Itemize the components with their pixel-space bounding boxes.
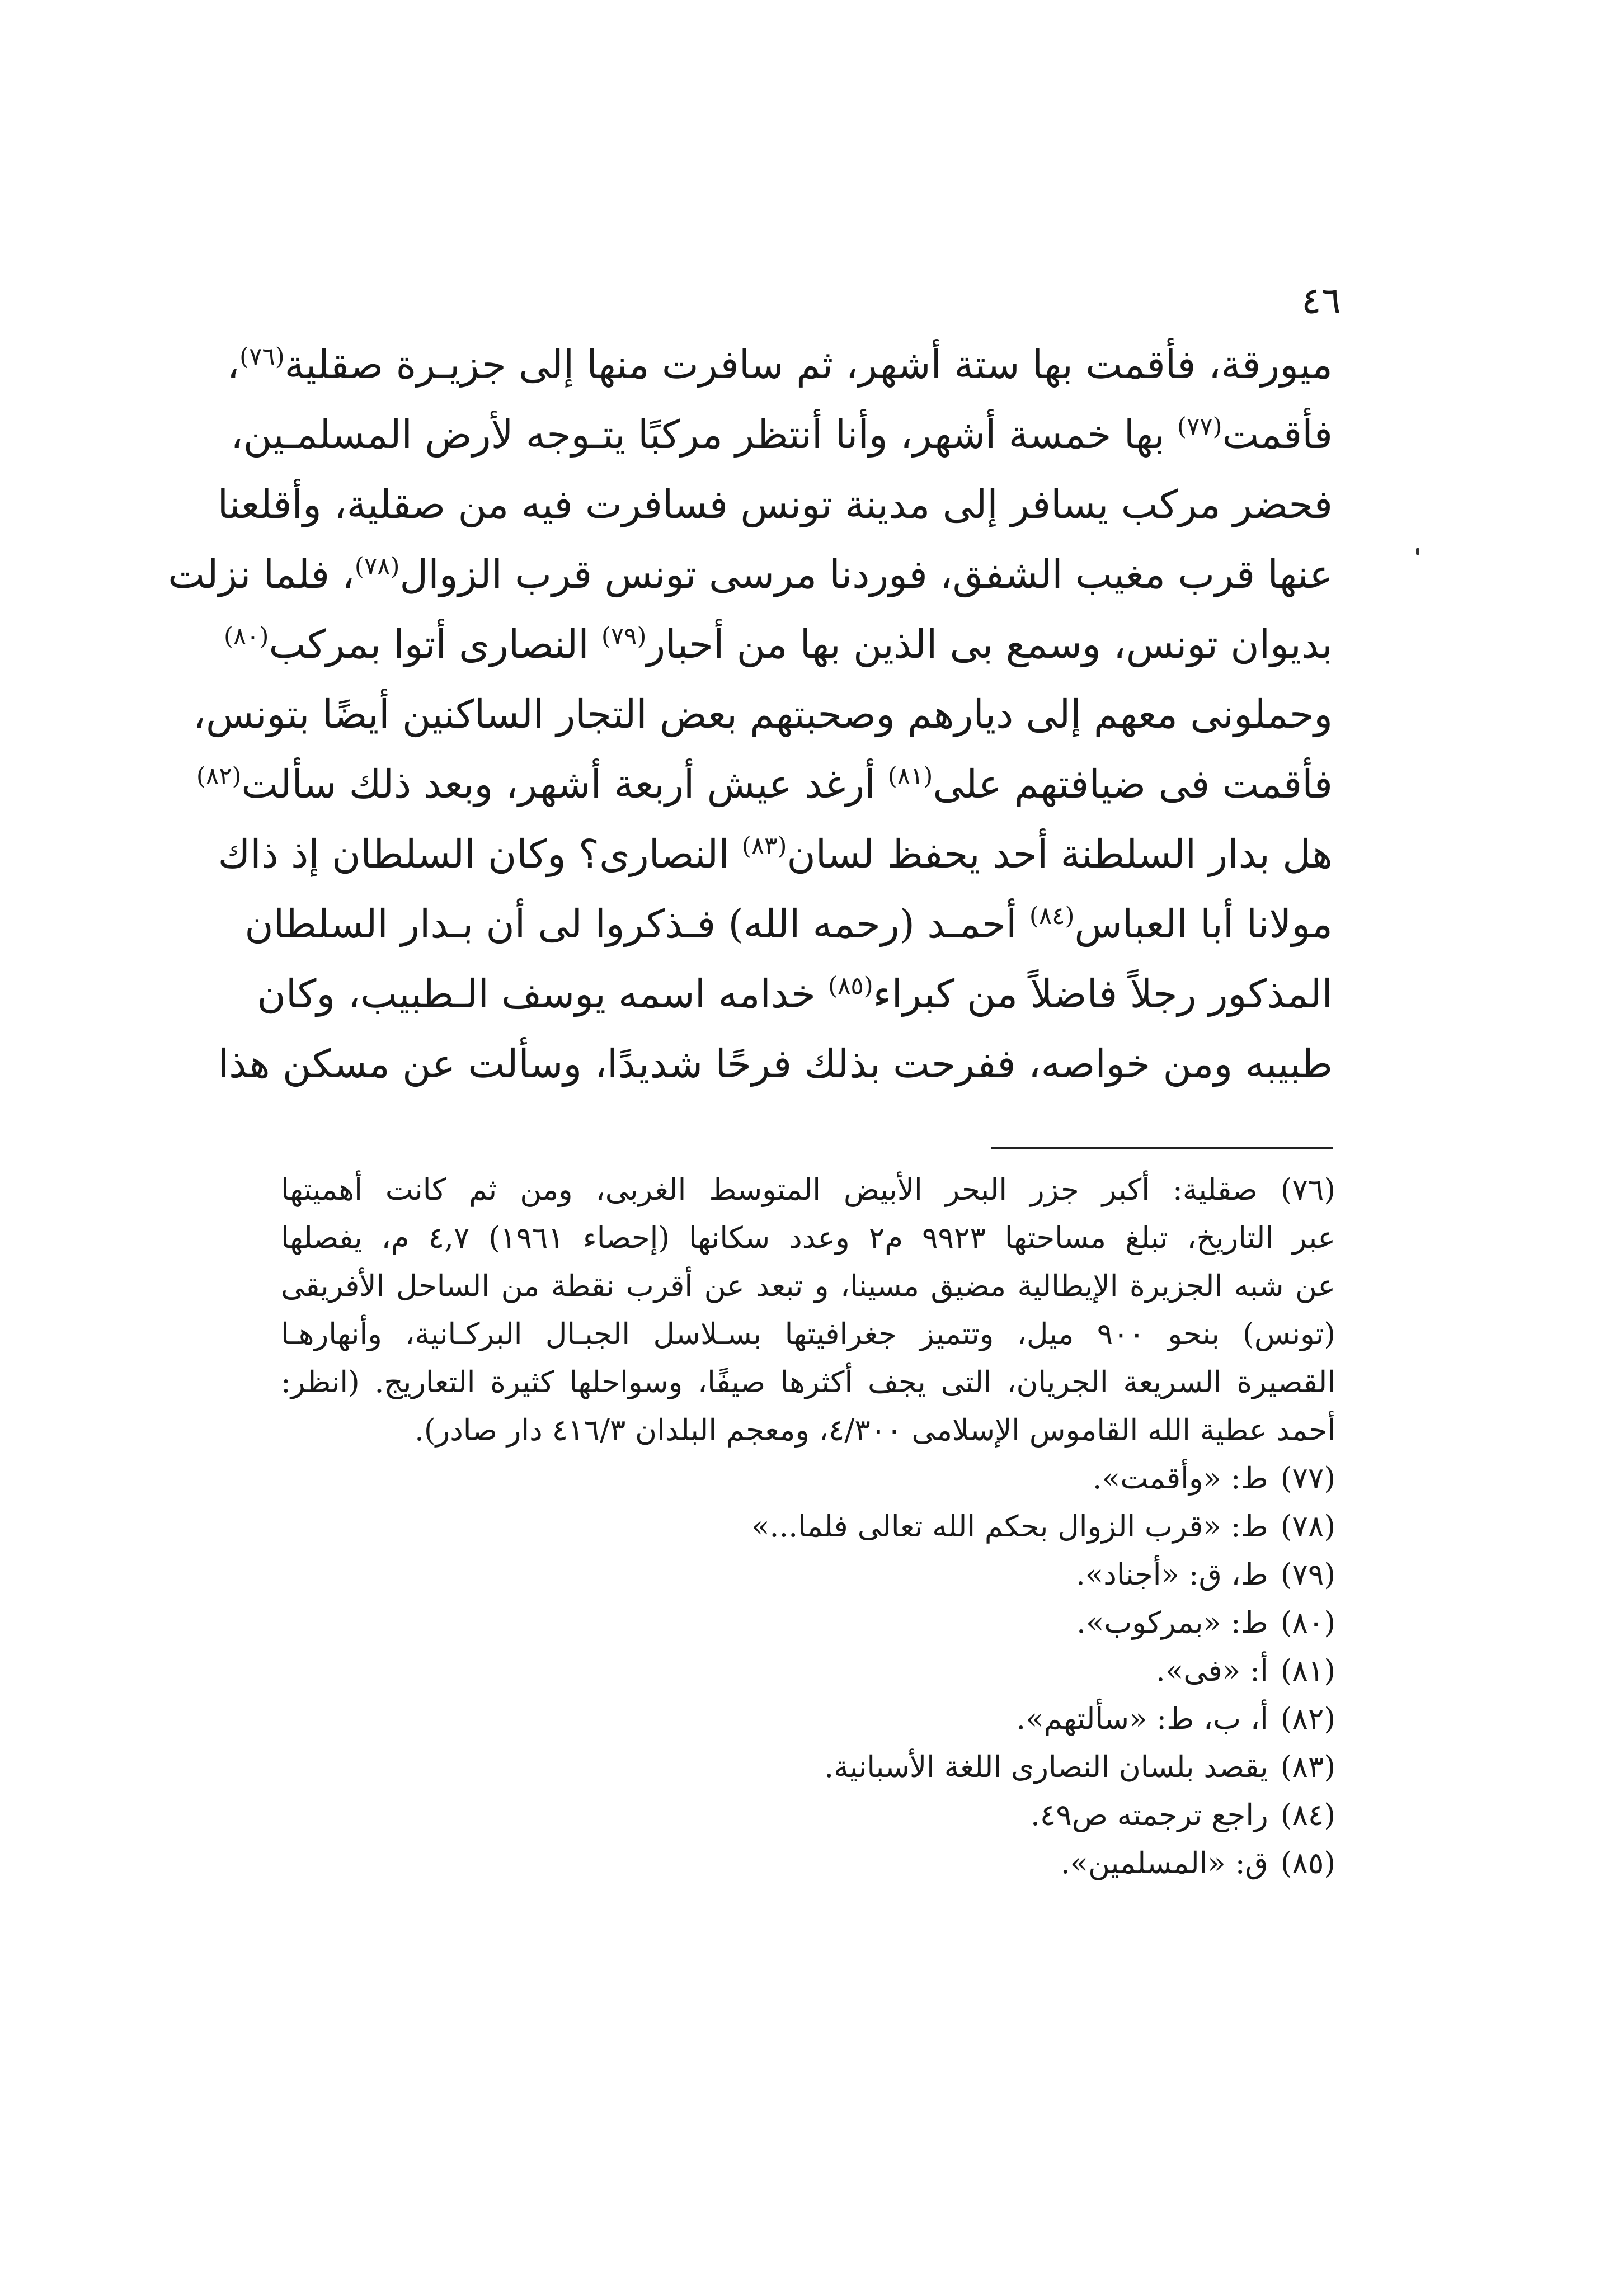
footnote-text: ط: «قرب الزوال بحكم الله تعالى فلما...» bbox=[751, 1510, 1268, 1544]
text-segment: المذكور رجلاً فاضلاً من كبراء bbox=[873, 971, 1333, 1017]
footnote-text: ط: «بمركوب». bbox=[1076, 1606, 1268, 1640]
footnote-84 bbox=[281, 1791, 1335, 1840]
footnote-text: ط: «وأقمت». bbox=[1092, 1461, 1268, 1496]
footnote-line: (تونس) بنحو ٩٠٠ ميل، وتتميز جغرافيتها بسـلاسل الجبـال البركـانية، وأنهارهـا bbox=[281, 1317, 1335, 1351]
footnotes bbox=[281, 1166, 1335, 1888]
footnote-ref[interactable]: (٧٨) bbox=[354, 553, 400, 581]
footnote-85 bbox=[281, 1840, 1335, 1888]
text-line bbox=[223, 610, 1333, 680]
footnote-ref[interactable]: (٨٣) bbox=[741, 832, 787, 861]
footnote-number: (٨٣) bbox=[1280, 1750, 1335, 1784]
text-segment: بها خمسة أشهر، وأنا أنتظر مركبًا يتـوجه لأرض المسلمـين، bbox=[231, 412, 1178, 458]
footnote-text: أ، ب، ط: «سألتهم». bbox=[1016, 1702, 1268, 1736]
footnote-83 bbox=[281, 1743, 1335, 1791]
text-segment: ، bbox=[227, 342, 240, 388]
footnote-number: (٧٩) bbox=[1280, 1558, 1335, 1592]
footnote-ref[interactable]: (٧٩) bbox=[601, 623, 647, 651]
footnote-ref[interactable]: (٨٥) bbox=[828, 972, 873, 1001]
text-line bbox=[218, 1029, 1333, 1099]
text-segment: فأقمت فى ضيافتهم على bbox=[933, 761, 1333, 807]
footnote-79 bbox=[281, 1551, 1335, 1599]
footnote-76 bbox=[281, 1166, 1335, 1455]
footnote-number: (٧٨) bbox=[1280, 1510, 1335, 1544]
text-line bbox=[196, 749, 1333, 819]
footnote-text: يقصد بلسان النصارى اللغة الأسبانية. bbox=[824, 1750, 1268, 1784]
footnote-78 bbox=[281, 1503, 1335, 1551]
text-segment: النصارى أتوا بمركب bbox=[269, 621, 601, 667]
text-segment: أرغد عيش أربعة أشهر، وبعد ذلك سألت bbox=[241, 761, 888, 807]
text-segment: فحضر مركب يسافر إلى مدينة تونس فسافرت فيه من صقلية، وأقلعنا bbox=[217, 482, 1333, 527]
text-segment: طبيبه ومن خواصه، ففرحت بذلك فرحًا شديدًا، وسألت عن مسكن هذا bbox=[218, 1041, 1333, 1087]
footnote-line: القصيرة السريعة الجريان، التى يجف أكثرها صيفًا، وسواحلها كثيرة التعاريج. (انظر: bbox=[281, 1365, 1335, 1399]
footnote-82 bbox=[281, 1695, 1335, 1743]
footnote-number: (٨١) bbox=[1280, 1654, 1335, 1688]
text-segment: خدامه اسمه يوسف الـطبيب، وكان bbox=[257, 971, 829, 1017]
text-line bbox=[227, 330, 1333, 400]
main-text bbox=[168, 330, 1333, 1099]
text-segment: ، فلما نزلت bbox=[168, 551, 355, 597]
footnote-80 bbox=[281, 1599, 1335, 1647]
text-segment: مولانا أبا العباس bbox=[1074, 901, 1333, 947]
footnote-ref[interactable]: (٨٠) bbox=[223, 623, 269, 651]
footnote-number: (٨٠) bbox=[1280, 1606, 1335, 1640]
footnote-77 bbox=[281, 1455, 1335, 1503]
text-line bbox=[193, 680, 1333, 749]
text-segment: فأقمت bbox=[1222, 412, 1333, 458]
text-segment: عنها قرب مغيب الشفق، فوردنا مرسى تونس قرب الزوال bbox=[399, 551, 1333, 597]
text-line bbox=[218, 819, 1333, 889]
text-segment: هل بدار السلطنة أحد يحفظ لسان bbox=[787, 831, 1333, 877]
footnote-line: عبر التاريخ، تبلغ مساحتها ٩٩٢٣ م٢ وعدد سكانها (إحصاء ١٩٦١) ٤,٧ م، يفصلها bbox=[281, 1221, 1335, 1255]
text-segment: ميورقة، فأقمت بها ستة أشهر، ثم سافرت منها إلى جزيـرة صقلية bbox=[284, 342, 1333, 388]
footnote-ref[interactable]: (٨١) bbox=[887, 762, 933, 791]
text-line bbox=[257, 959, 1333, 1029]
footnote-text: راجع ترجمته ص٤٩. bbox=[1031, 1798, 1268, 1832]
text-segment: النصارى؟ وكان السلطان إذ ذاك bbox=[218, 831, 742, 877]
page-number: ٤٦ bbox=[1301, 279, 1341, 322]
text-segment: وحملونى معهم إلى ديارهم وصحبتهم بعض التجار الساكنين أيضًا بتونس، bbox=[193, 691, 1333, 737]
margin-mark bbox=[1416, 548, 1419, 555]
footnote-line: (٧٦) صقلية: أكبر جزر البحر الأبيض المتوسط الغربى، ومن ثم كانت أهميتها bbox=[281, 1173, 1335, 1207]
text-segment: بديوان تونس، وسمع بى الذين بها من أحبار bbox=[646, 621, 1333, 667]
footnote-ref[interactable]: (٧٦) bbox=[239, 343, 285, 371]
footnote-text: ط، ق: «أجناد». bbox=[1075, 1558, 1268, 1592]
footnote-ref[interactable]: (٨٢) bbox=[196, 762, 242, 791]
text-line bbox=[231, 400, 1333, 470]
text-line bbox=[217, 470, 1333, 540]
footnote-text: أ: «فى». bbox=[1156, 1654, 1268, 1688]
footnote-number: (٨٤) bbox=[1280, 1798, 1335, 1832]
footnote-81 bbox=[281, 1647, 1335, 1695]
footnote-number: (٧٧) bbox=[1280, 1461, 1335, 1496]
footnote-text: ق: «المسلمين». bbox=[1060, 1846, 1268, 1880]
footnote-number: (٨٥) bbox=[1280, 1846, 1335, 1880]
footnote-number: (٨٢) bbox=[1280, 1702, 1335, 1736]
footnote-ref[interactable]: (٧٧) bbox=[1177, 413, 1222, 441]
text-segment: أحمـد (رحمه الله) فـذكروا لى أن بـدار السلطان bbox=[244, 901, 1029, 947]
text-line bbox=[168, 540, 1333, 610]
footnote-ref[interactable]: (٨٤) bbox=[1029, 902, 1075, 931]
footnote-line: أحمد عطية الله القاموس الإسلامى ٤/٣٠٠، ومعجم البلدان ٤١٦/٣ دار صادر). bbox=[415, 1413, 1335, 1448]
text-line bbox=[244, 889, 1333, 959]
footnote-line: عن شبه الجزيرة الإيطالية مضيق مسينا، و تبعد عن أقرب نقطة من الساحل الأفريقى bbox=[281, 1269, 1335, 1303]
footnote-separator bbox=[991, 1147, 1333, 1149]
